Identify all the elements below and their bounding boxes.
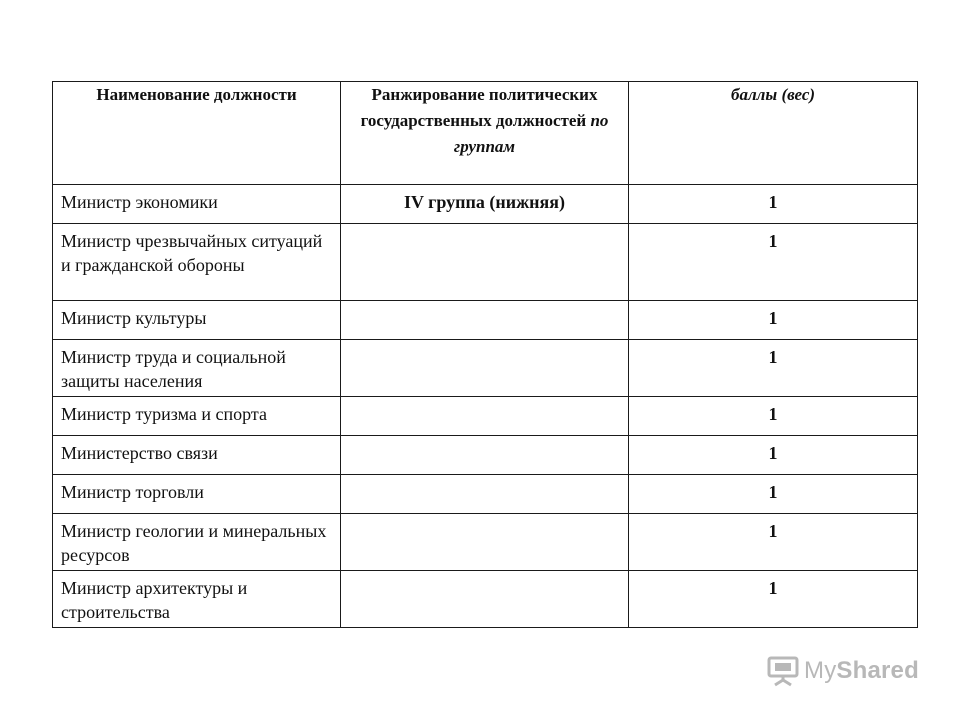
header-weight-text: баллы (вес) bbox=[730, 85, 816, 104]
table-row bbox=[53, 436, 918, 475]
weight-cell: 1 bbox=[629, 436, 918, 475]
ranking-cell bbox=[341, 224, 629, 301]
ranking-cell bbox=[341, 397, 629, 436]
weight-cell: 1 bbox=[629, 475, 918, 514]
weight-cell: 1 bbox=[629, 340, 918, 397]
ranking-cell bbox=[341, 436, 629, 475]
table-row bbox=[53, 571, 918, 628]
table-row bbox=[53, 514, 918, 571]
weight-cell: 1 bbox=[629, 185, 918, 224]
ranking-cell bbox=[341, 340, 629, 397]
position-name-cell: Министр торговли bbox=[53, 475, 341, 514]
myshared-watermark bbox=[766, 655, 919, 687]
weight-cell: 1 bbox=[629, 571, 918, 628]
weight-cell: 1 bbox=[629, 224, 918, 301]
weight-cell: 1 bbox=[629, 514, 918, 571]
table-row bbox=[53, 224, 918, 301]
position-name-cell: Министр культуры bbox=[53, 301, 341, 340]
header-weight bbox=[629, 82, 918, 185]
header-ranking-italic: по группам bbox=[453, 111, 609, 156]
ranking-cell: IV группа (нижняя) bbox=[341, 185, 629, 224]
position-name-cell: Министр архитектуры и строительства bbox=[53, 571, 341, 628]
table-row bbox=[53, 397, 918, 436]
header-ranking bbox=[341, 82, 629, 185]
position-name-cell: Министр геологии и минеральных ресурсов bbox=[53, 514, 341, 571]
ranking-cell bbox=[341, 475, 629, 514]
ranking-cell bbox=[341, 571, 629, 628]
ranking-table-container bbox=[52, 81, 917, 628]
header-ranking-main: Ранжирование политических государственных должностей bbox=[360, 85, 598, 130]
ranking-table bbox=[52, 81, 918, 628]
watermark-brand-prefix: My bbox=[804, 657, 837, 684]
table-row bbox=[53, 301, 918, 340]
table-header bbox=[53, 82, 918, 185]
watermark-brand-suffix: Shared bbox=[836, 657, 919, 684]
ranking-cell bbox=[341, 514, 629, 571]
weight-cell: 1 bbox=[629, 301, 918, 340]
position-name-cell: Министерство связи bbox=[53, 436, 341, 475]
presentation-board-icon bbox=[766, 655, 800, 687]
position-name-cell: Министр труда и социальной защиты населения bbox=[53, 340, 341, 397]
header-row bbox=[53, 82, 918, 185]
header-position-name: Наименование должности bbox=[53, 82, 341, 185]
position-name-cell: Министр экономики bbox=[53, 185, 341, 224]
table-row bbox=[53, 475, 918, 514]
table-row bbox=[53, 185, 918, 224]
weight-cell: 1 bbox=[629, 397, 918, 436]
table-body bbox=[53, 185, 918, 628]
table-row bbox=[53, 340, 918, 397]
ranking-cell bbox=[341, 301, 629, 340]
position-name-cell: Министр чрезвычайных ситуаций и гражданской обороны bbox=[53, 224, 341, 301]
position-name-cell: Министр туризма и спорта bbox=[53, 397, 341, 436]
watermark-brand bbox=[804, 657, 919, 685]
